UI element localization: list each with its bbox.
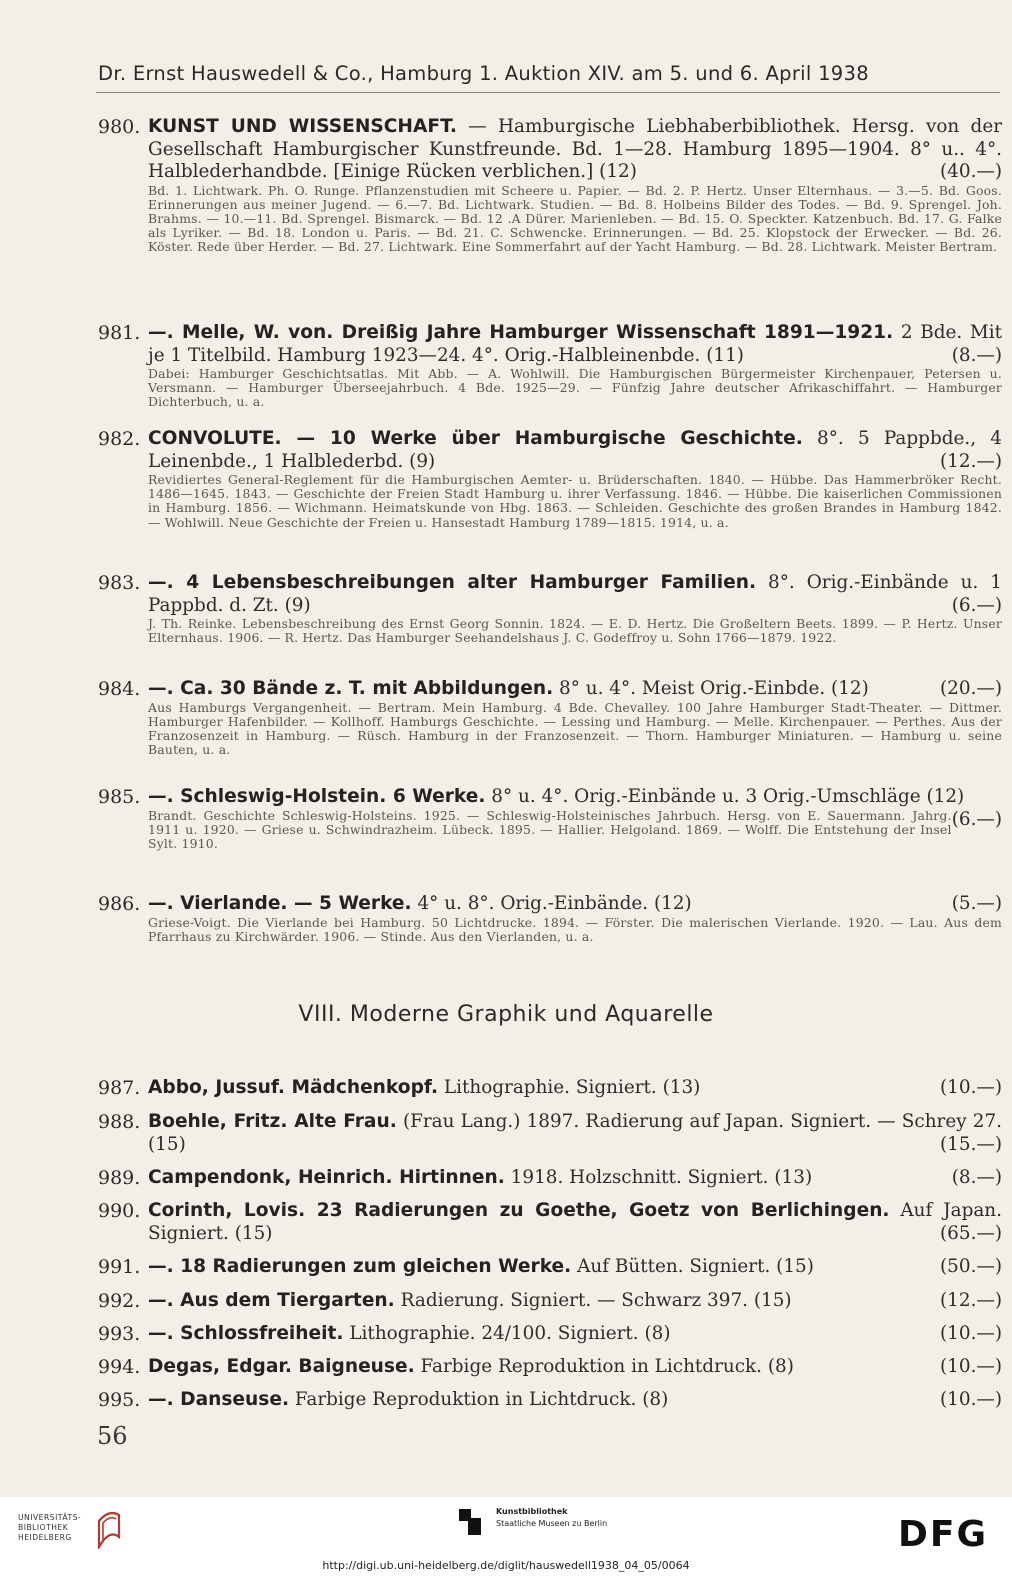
- entry-main: [148, 1200, 1002, 1245]
- lot-price: (20.—): [940, 678, 1002, 699]
- entry-description: Lithographie. 24/100. Signiert. (8): [343, 1323, 671, 1344]
- entry-main: [148, 1077, 1002, 1100]
- lot-price: (8.—): [951, 344, 1002, 366]
- university-line: UNIVERSITÄTS-: [18, 1513, 82, 1522]
- entry-description: Auf Bütten. Signiert. (15): [571, 1256, 814, 1277]
- entry-main: [148, 1290, 1002, 1313]
- lot-price: (40.—): [940, 161, 1002, 182]
- lot-price: (10.—): [940, 1389, 1002, 1410]
- entry-main: [148, 1323, 1002, 1346]
- entry-heading: —. Aus dem Tiergarten.: [148, 1290, 395, 1311]
- entry-description: Lithographie. Signiert. (13): [438, 1077, 701, 1098]
- lot-number: 986.: [98, 893, 141, 915]
- catalog-entry: [98, 1290, 1002, 1313]
- catalog-entry: [98, 116, 1002, 255]
- entry-heading: —. Schlossfreiheit.: [148, 1323, 344, 1344]
- lot-number: 980.: [98, 116, 141, 138]
- lot-price: (50.—): [940, 1256, 1002, 1277]
- entry-heading: —. Melle, W. von. Dreißig Jahre Hamburger Wissenschaft 1891—1921.: [148, 322, 894, 343]
- entry-heading: Boehle, Fritz. Alte Frau.: [148, 1111, 397, 1132]
- catalog-entry: [98, 893, 1002, 944]
- entry-heading: KUNST UND WISSENSCHAFT.: [148, 116, 457, 137]
- entry-description: Auf Japan. Signiert. (15): [148, 1200, 1003, 1244]
- catalog-entry: [98, 678, 1002, 757]
- entry-heading: Abbo, Jussuf. Mädchenkopf.: [148, 1077, 439, 1098]
- entry-heading: Degas, Edgar. Baigneuse.: [148, 1356, 415, 1377]
- entry-main: [148, 678, 1002, 701]
- catalog-entry: [98, 572, 1002, 645]
- entry-contents: Brandt. Geschichte Schleswig-Holsteins. 1925. — Schleswig-Holsteinisches Jahrbuch. Hersg. von E. Sauermann. Jahrg. 1911 u. 1920. — Griese u. Schwindrazheim. Lübeck. 1895. — Hallier. Helgoland. 1869. — Wolff. Die Entstehung der Insel Sylt. 1910.: [148, 807, 952, 851]
- lot-number: 981.: [98, 322, 141, 344]
- catalog-entry: [98, 1256, 1002, 1279]
- kunstbibliothek-wordmark: [496, 1506, 607, 1530]
- lot-price: (12.—): [940, 450, 1002, 472]
- entry-main: [148, 1389, 1002, 1412]
- lot-price: (6.—): [951, 594, 1002, 616]
- lot-number: 989.: [98, 1167, 141, 1189]
- catalog-entry: [98, 786, 1002, 851]
- lot-price: (65.—): [940, 1222, 1002, 1244]
- lot-price: (10.—): [940, 1356, 1002, 1377]
- catalog-entry: [98, 1323, 1002, 1346]
- entry-heading: —. Schleswig-Holstein. 6 Werke.: [148, 786, 486, 807]
- entry-contents: Griese-Voigt. Die Vierlande bei Hamburg. 50 Lichtdrucke. 1894. — Förster. Die malerischen Vierlande. 1920. — Lau. Aus dem Pfarrhaus zu Kirchwärder. 1906. — Stinde. Aus den Vierlanden, u. a.: [148, 914, 1002, 944]
- catalog-entry: [98, 1077, 1002, 1100]
- entry-main: [148, 893, 1002, 916]
- kb-line: Staatliche Museen zu Berlin: [496, 1519, 608, 1528]
- entry-main: [148, 1167, 1002, 1190]
- lot-number: 993.: [98, 1323, 141, 1345]
- entry-description: Farbige Reproduktion in Lichtdruck. (8): [289, 1389, 669, 1410]
- source-url-link[interactable]: http://digi.ub.uni-heidelberg.de/diglit/hauswedell1938_04_05/0064: [322, 1559, 690, 1572]
- lot-number: 992.: [98, 1290, 141, 1312]
- kunstbibliothek-logo-icon: [459, 1509, 489, 1535]
- header-rule: [96, 92, 1000, 93]
- lot-price: (8.—): [951, 1167, 1002, 1188]
- university-library-wordmark: [18, 1513, 81, 1543]
- entry-heading: CONVOLUTE. — 10 Werke über Hamburgische Geschichte.: [148, 428, 803, 449]
- entry-contents: Bd. 1. Lichtwark. Ph. O. Runge. Pflanzenstudien mit Scheere u. Papier. — Bd. 2. P. Hertz. Unser Elternhaus. — 3.—5. Bd. Goos. Erinnerungen aus meiner Jugend. — 6.—7. Bd. Lichtwark. Studien. — Bd. 8. Holbeins Bilder des Todes. — Bd. 9. Sprengel. Joh. Brahms. — 10.—11. Bd. Sprengel. Bismarck. — Bd. 12 .A Dürer. Marienleben. — Bd. 15. O. Speckter. Katzenbuch. Bd. 17. G. Falke als Lyriker. — Bd. 18. London u. Paris. — Bd. 21. C. Schwencke. Erinnerungen. — Bd. 25. Klopstock der Erwecker. — Bd. 26. Köster. Rede über Herder. — Bd. 27. Lichtwark. Eine Sommerfahrt auf der Yacht Hamburg. — Bd. 28. Lichtwark. Meister Bertram.: [148, 182, 1002, 255]
- lot-number: 988.: [98, 1111, 141, 1133]
- entry-main: [148, 428, 1002, 473]
- section-title: VIII. Moderne Graphik und Aquarelle: [298, 1002, 714, 1027]
- lot-price: (6.—): [951, 808, 1002, 830]
- lot-number: 983.: [98, 572, 141, 594]
- lot-price: (15.—): [940, 1133, 1002, 1155]
- entry-description: 2 Bde. Mit je 1 Titelbild. Hamburg 1923—24. 4°. Orig.-Halbleinenbde. (11): [148, 322, 1002, 366]
- entry-heading: —. 4 Lebensbeschreibungen alter Hamburger Familien.: [148, 572, 757, 593]
- entry-description: 8°. 5 Pappbde., 4 Leinenbde., 1 Halblederbd. (9): [148, 428, 1002, 472]
- catalog-entry: [98, 1200, 1002, 1245]
- university-line: BIBLIOTHEK: [18, 1523, 69, 1532]
- entry-description: 8°. Orig.-Einbände u. 1 Pappbd. d. Zt. (9): [148, 572, 1002, 616]
- entry-description: 4° u. 8°. Orig.-Einbände. (12): [411, 893, 692, 914]
- entry-heading: —. 18 Radierungen zum gleichen Werke.: [148, 1256, 572, 1277]
- catalog-entry: [98, 1167, 1002, 1190]
- catalog-entry: [98, 428, 1002, 530]
- catalog-entry: [98, 1111, 1002, 1156]
- lot-number: 991.: [98, 1256, 141, 1278]
- kb-line: Kunstbibliothek: [496, 1507, 568, 1516]
- entry-main: [148, 1356, 1002, 1379]
- entry-main: [148, 1111, 1002, 1156]
- lot-number: 982.: [98, 428, 141, 450]
- lot-price: (10.—): [940, 1077, 1002, 1098]
- lot-number: 994.: [98, 1356, 141, 1378]
- entry-description: Radierung. Signiert. — Schwarz 397. (15): [394, 1290, 792, 1311]
- lot-price: (5.—): [951, 893, 1002, 914]
- entry-heading: Corinth, Lovis. 23 Radierungen zu Goethe, Goetz von Berlichingen.: [148, 1200, 890, 1221]
- entry-contents: J. Th. Reinke. Lebensbeschreibung des Ernst Georg Sonnin. 1824. — E. D. Hertz. Die Großeltern Beets. 1899. — P. Hertz. Unser Elternhaus. 1906. — R. Hertz. Das Hamburger Seehandelshaus J. C. Godeffroy u. Sohn 1766—1879. 1922.: [148, 616, 1002, 646]
- entry-description: — Hamburgische Liebhaberbibliothek. Hersg. von der Gesellschaft Hamburgischer Kunstfreunde. Bd. 1—28. Hamburg 1895—1904. 8° u.. 4°. Halblederhandbde. [Einige Rücken verblichen.] (12): [148, 116, 1002, 182]
- entry-heading: —. Danseuse.: [148, 1389, 290, 1410]
- entry-main: [148, 322, 1002, 367]
- lot-number: 987.: [98, 1077, 141, 1099]
- lot-price: (12.—): [940, 1290, 1002, 1311]
- entry-main: [148, 1256, 1002, 1279]
- lot-number: 990.: [98, 1200, 141, 1222]
- catalog-entry: [98, 1389, 1002, 1412]
- digitization-footer: [0, 1497, 1012, 1579]
- entry-description: 8° u. 4°. Orig.-Einbände u. 3 Orig.-Umschläge (12): [485, 786, 965, 807]
- entry-description: Farbige Reproduktion in Lichtdruck. (8): [414, 1356, 794, 1377]
- entry-description: 1918. Holzschnitt. Signiert. (13): [504, 1167, 813, 1188]
- entry-main: [148, 116, 1002, 184]
- entry-heading: —. Ca. 30 Bände z. T. mit Abbildungen.: [148, 678, 554, 699]
- lot-number: 984.: [98, 678, 141, 700]
- entry-contents: Dabei: Hamburger Geschichtsatlas. Mit Abb. — A. Wohlwill. Die Hamburgischen Bürgermeister Kirchenpauer, Petersen u. Versmann. — Hamburger Überseejahrbuch. 4 Bde. 1925—29. — Fünfzig Jahre deutscher Afrikaschiffahrt. — Hamburger Dichterbuch, u. a.: [148, 366, 1002, 410]
- entry-contents: Revidiertes General-Reglement für die Hamburgischen Aemter- u. Brüderschaften. 1840. — Hübbe. Das Hammerbröker Recht. 1486—1645. 1843. — Geschichte der Freien Stadt Hamburg u. ihrer Verfassung. 1846. — Hübbe. Die kaiserlichen Commissionen in Hamburg. 1856. — Wichmann. Heimatskunde von Hbg. 1863. — Schleiden. Geschichte des großen Brandes in Hamburg 1842. — Wohlwill. Neue Geschichte der Freien u. Hansestadt Hamburg 1789—1815. 1914, u. a.: [148, 472, 1002, 530]
- university-logo-icon: [95, 1507, 123, 1549]
- entry-heading: Campendonk, Heinrich. Hirtinnen.: [148, 1167, 505, 1188]
- lot-price: (10.—): [940, 1323, 1002, 1344]
- entry-description: (Frau Lang.) 1897. Radierung auf Japan. Signiert. — Schrey 27. (15): [148, 1111, 1002, 1155]
- lot-number: 985.: [98, 786, 141, 808]
- lot-number: 995.: [98, 1389, 141, 1411]
- entry-description: 8° u. 4°. Meist Orig.-Einbde. (12): [553, 678, 869, 699]
- page-number: 56: [97, 1422, 128, 1450]
- university-line: HEIDELBERG: [18, 1533, 72, 1542]
- entry-contents: Aus Hamburgs Vergangenheit. — Bertram. Mein Hamburg. 4 Bde. Chevalley. 100 Jahre Hamburger Stadt-Theater. — Dittmer. Hamburger Hafenbilder. — Kollhoff. Hamburgs Geschichte. — Lessing und Hamburg. — Melle. Kirchenpauer. — Perthes. Aus der Franzosenzeit in Hamburg. — Rüsch. Hamburg in der Franzosenzeit. — Thorn. Hamburger Miniaturen. — Hamburg u. seine Bauten, u. a.: [148, 699, 1002, 758]
- running-header: Dr. Ernst Hauswedell & Co., Hamburg 1. Auktion XIV. am 5. und 6. April 1938: [98, 62, 869, 85]
- dfg-logo: DFG: [898, 1514, 989, 1555]
- entry-heading: —. Vierlande. — 5 Werke.: [148, 893, 412, 914]
- entry-main: [148, 572, 1002, 617]
- catalog-entry: [98, 1356, 1002, 1379]
- catalog-entry: [98, 322, 1002, 410]
